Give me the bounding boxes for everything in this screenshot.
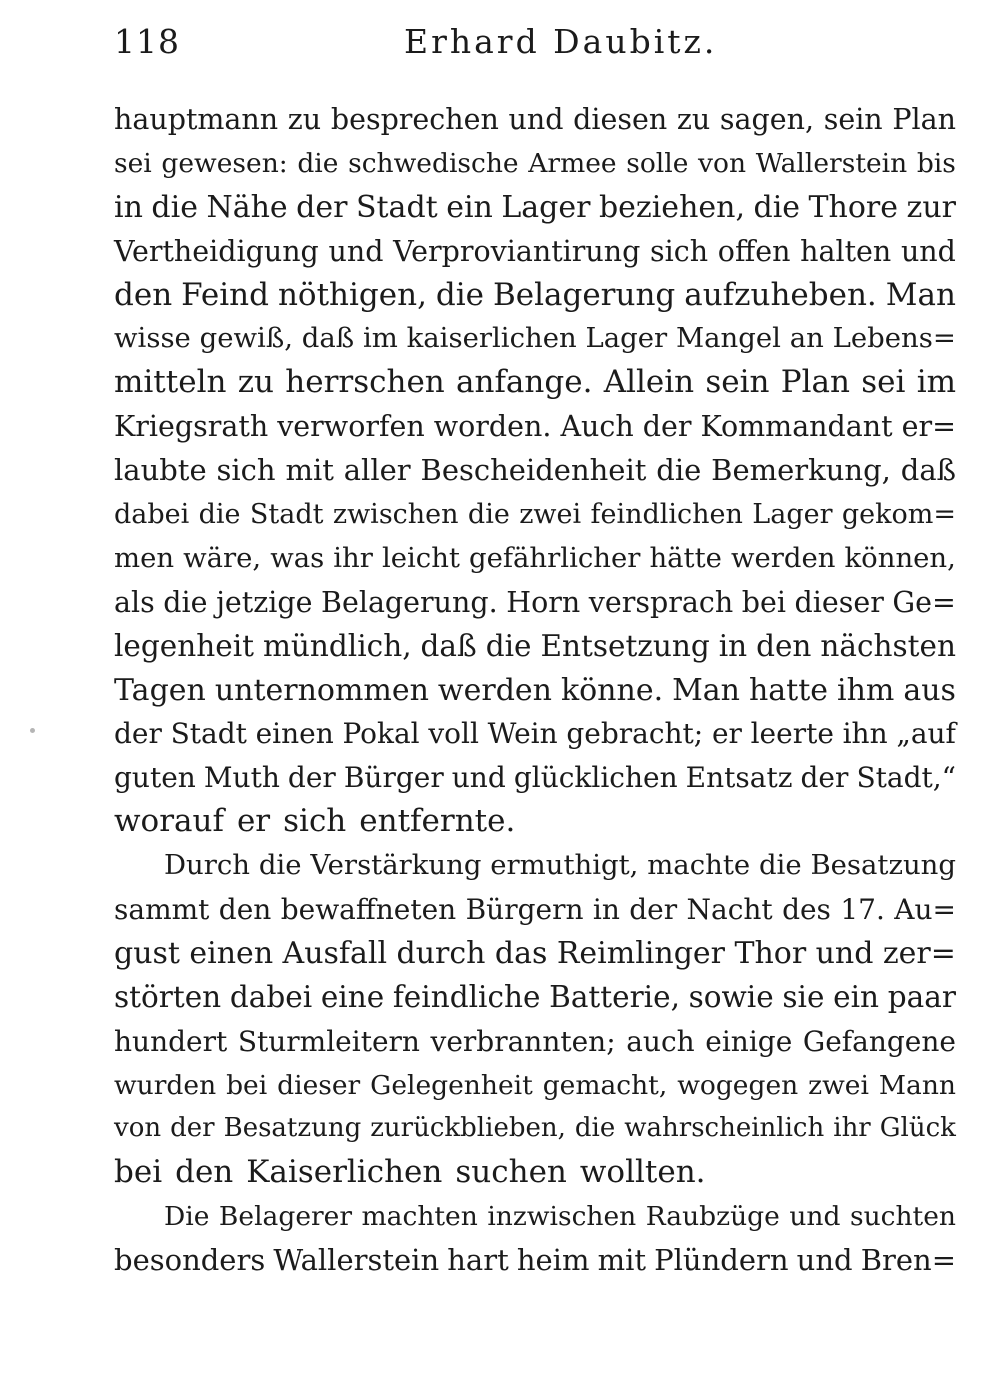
text-line: sei gewesen: die schwedische Armee solle von Wallerstein bis (114, 147, 956, 179)
running-title: Erhard Daubitz. (404, 22, 718, 61)
text-line: guten Muth der Bürger und glücklichen Entsatz der Stadt,“ (114, 761, 956, 795)
paragraph-end-line: bei den Kaiserlichen suchen wollten. (114, 1154, 706, 1191)
paragraph-first-line: Durch die Verstärkung ermuthigt, machte die Besatzung (164, 849, 956, 882)
text-line: wurden bei dieser Gelegenheit gemacht, wogegen zwei Mann (114, 1069, 956, 1101)
text-line: besonders Wallerstein hart heim mit Plündern und Bren= (114, 1243, 956, 1278)
text-line: Tagen unternommen werden könne. Man hatte ihm aus (114, 672, 956, 708)
text-line: dabei die Stadt zwischen die zwei feindlichen Lager gekom= (114, 499, 956, 531)
text-line: Vertheidigung und Verproviantirung sich offen halten und (114, 234, 956, 268)
text-line: sammt den bewaffneten Bürgern in der Nacht des 17. Au= (114, 893, 956, 927)
margin-speck (30, 728, 35, 733)
page-number: 118 (114, 22, 180, 61)
text-line: den Feind nöthigen, die Belagerung aufzuheben. Man (114, 276, 956, 313)
text-line: in die Nähe der Stadt ein Lager beziehen, die Thore zur (114, 189, 956, 225)
text-line: hauptmann zu besprechen und diesen zu sagen, sein Plan (114, 103, 956, 136)
text-line: hundert Sturmleitern verbrannten; auch einige Gefangene (114, 1024, 956, 1058)
text-line: men wäre, was ihr leicht gefährlicher hätte werden können, (114, 541, 956, 574)
body-text (114, 98, 956, 1283)
text-line: gust einen Ausfall durch das Reimlinger Thor und zer= (114, 935, 956, 971)
text-line: legenheit mündlich, daß die Entsetzung in den nächsten (114, 628, 956, 663)
page-header (114, 22, 954, 72)
text-line: störten dabei eine feindliche Batterie, sowie sie ein paar (114, 979, 956, 1014)
text-line: von der Besatzung zurückblieben, die wahrscheinlich ihr Glück (114, 1113, 956, 1144)
text-line: mitteln zu herrschen anfange. Allein sein Plan sei im (114, 364, 956, 401)
text-line: laubte sich mit aller Bescheidenheit die Bemerkung, daß (114, 453, 956, 488)
text-line: Kriegsrath verworfen worden. Auch der Kommandant er= (114, 410, 956, 444)
text-line: der Stadt einen Pokal voll Wein gebracht; er leerte ihn „auf (114, 717, 956, 751)
text-line: wisse gewiß, daß im kaiserlichen Lager Mangel an Lebens= (114, 322, 956, 355)
text-line: als die jetzige Belagerung. Horn versprach bei dieser Ge= (114, 585, 956, 619)
paragraph-first-line: Die Belagerer machten inzwischen Raubzüge und suchten (164, 1201, 956, 1233)
paragraph-end-line: worauf er sich entfernte. (114, 803, 516, 840)
